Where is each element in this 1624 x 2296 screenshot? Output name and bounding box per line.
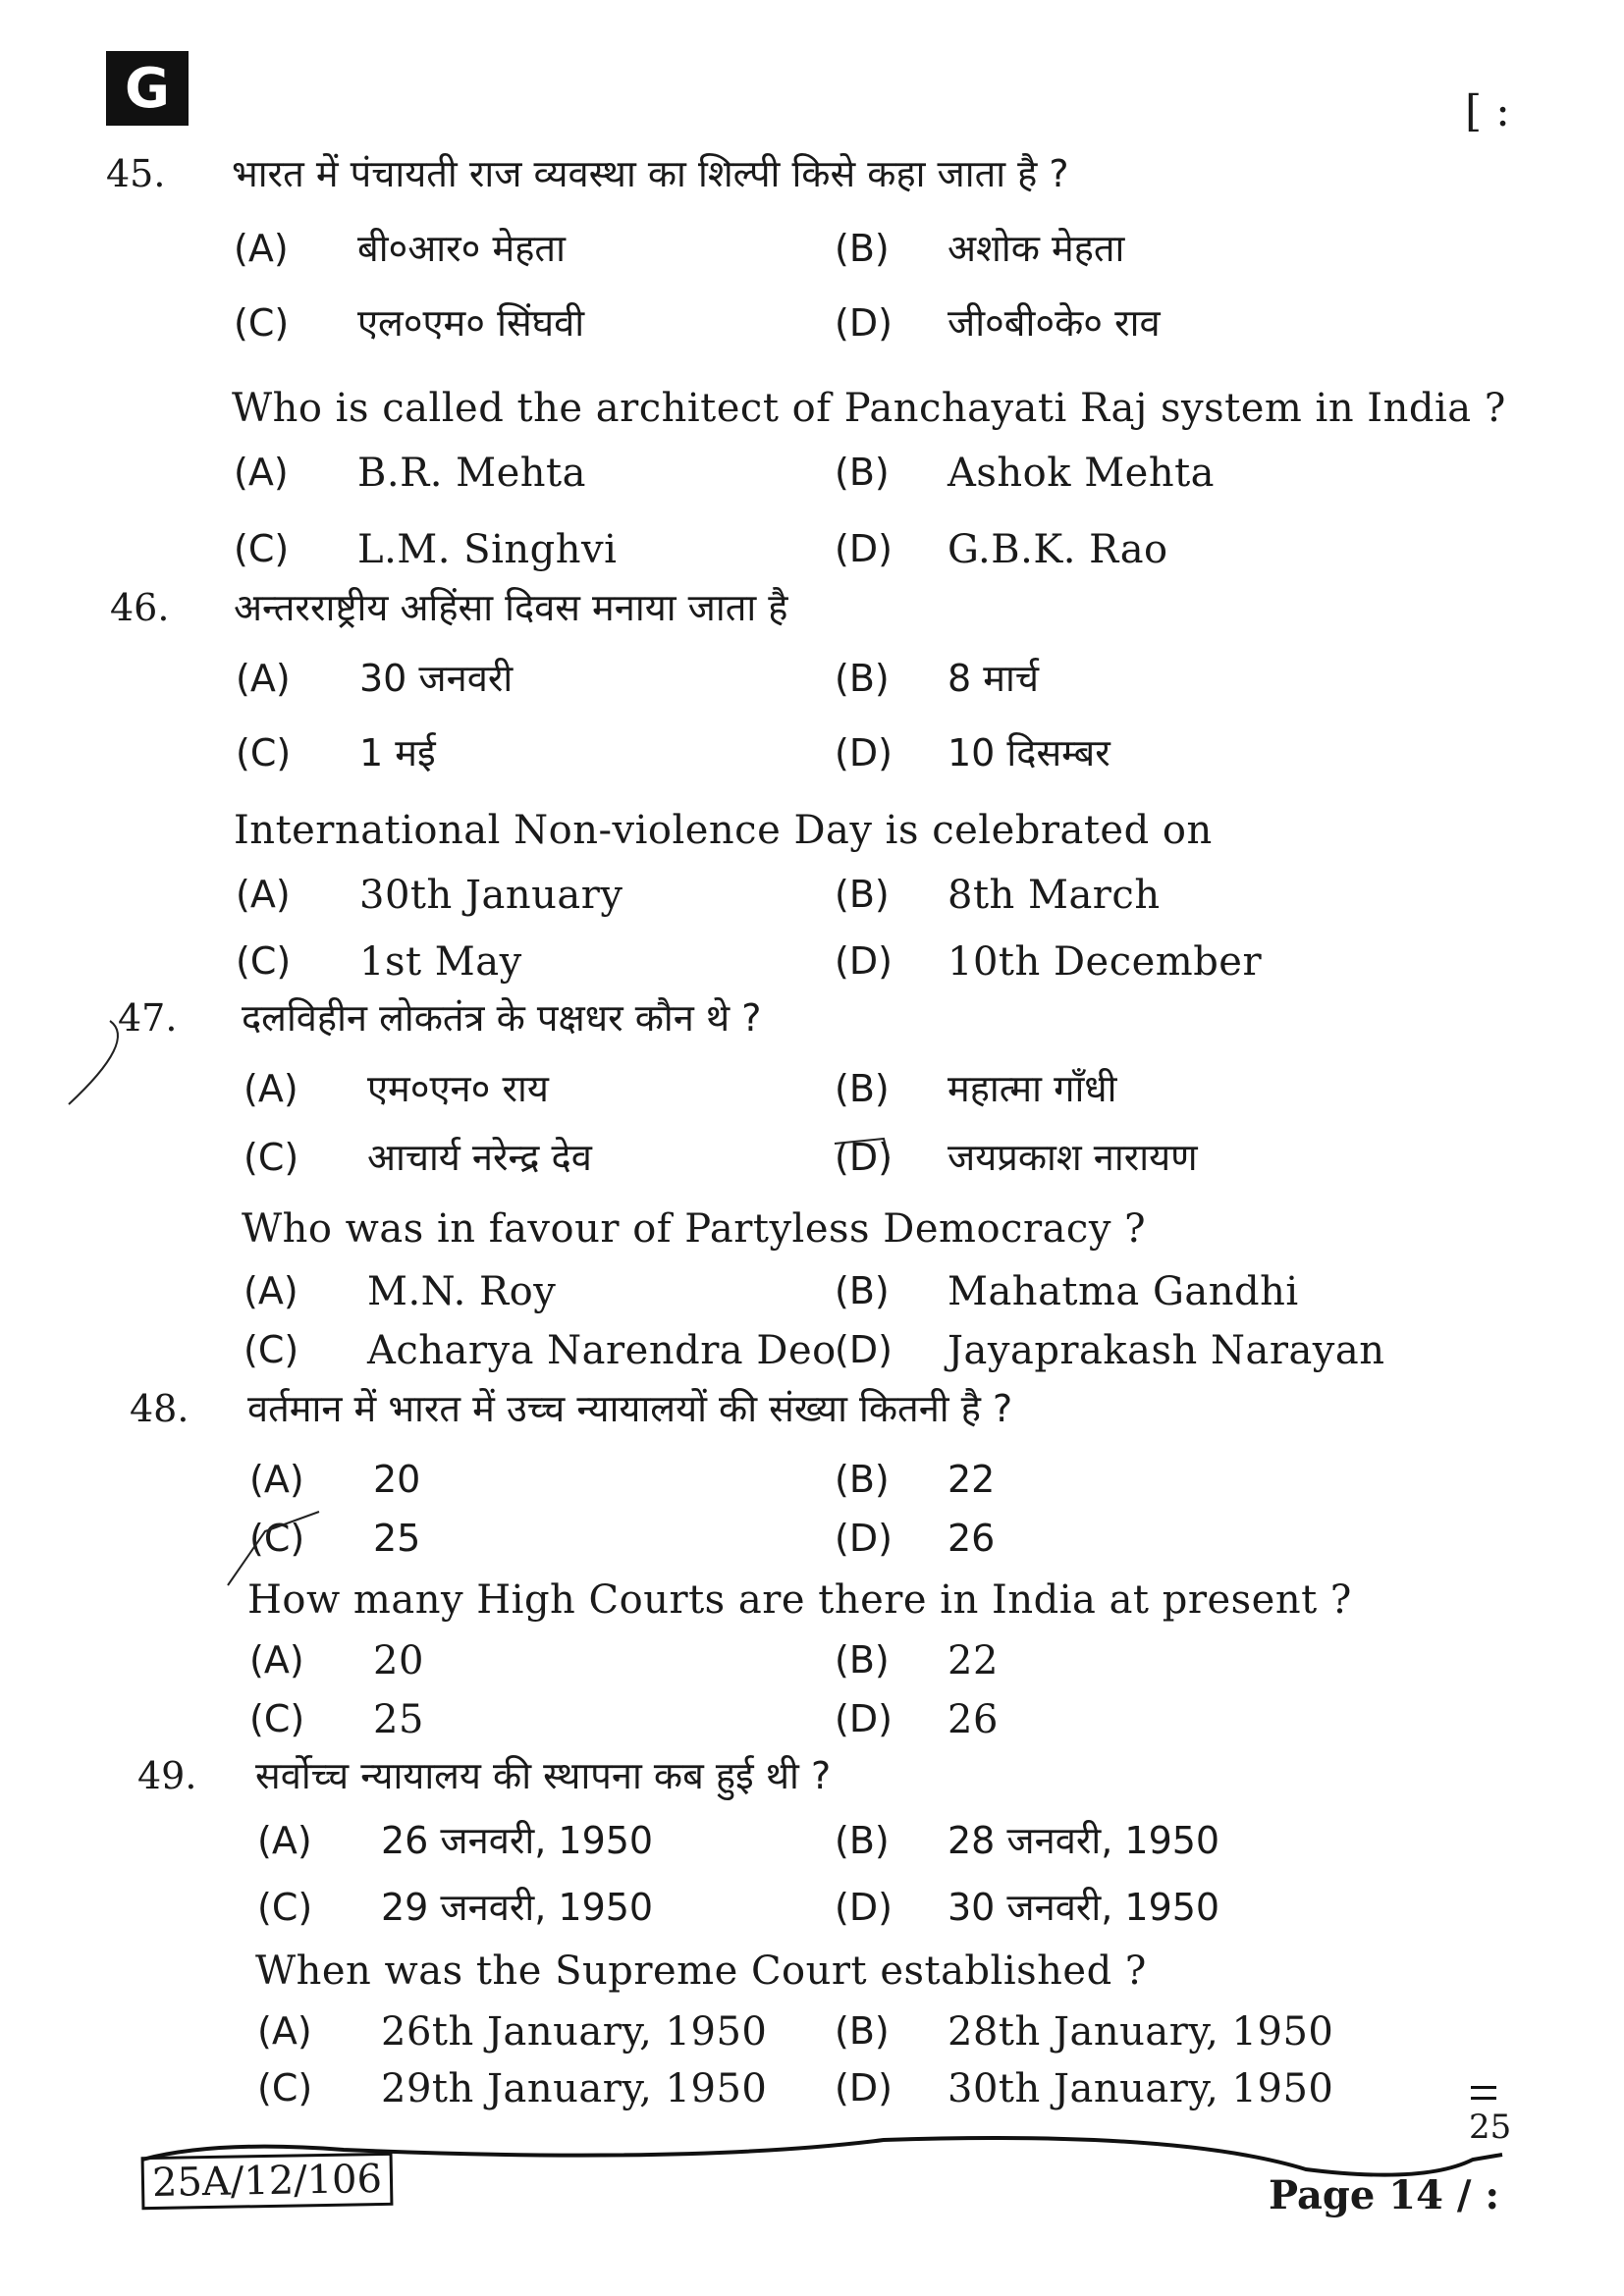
page-number: Page 14 / : <box>1269 2172 1500 2218</box>
option-text: Ashok Mehta <box>947 451 1216 496</box>
option-label: (D) <box>835 1328 893 1371</box>
option-text: 29 जनवरी, 1950 <box>381 1886 654 1929</box>
option-text: महात्मा गाँधी <box>947 1067 1117 1110</box>
option-text: 29th January, 1950 <box>381 2066 768 2111</box>
option-text: 20 <box>373 1638 424 1683</box>
option-text: 20 <box>373 1458 421 1501</box>
option-text: M.N. Roy <box>367 1269 557 1314</box>
option-label: (C) <box>249 1517 305 1560</box>
option-label: (B) <box>835 1067 890 1110</box>
option-label: (D) <box>835 2066 893 2109</box>
option-text: 26 <box>947 1517 996 1560</box>
option-label: (B) <box>835 873 890 916</box>
option-label: (D) <box>835 1886 893 1929</box>
option-label: (D) <box>835 1136 893 1179</box>
option-label: (C) <box>244 1136 299 1179</box>
option-label: (C) <box>257 2066 313 2109</box>
option-text: 30 जनवरी <box>359 657 514 700</box>
option-label: (D) <box>835 527 893 570</box>
option-text: 30th January <box>359 873 623 918</box>
question-text-english: Who is called the architect of Panchayati Raj system in India ? <box>232 386 1506 431</box>
question-number: 46. <box>110 586 170 629</box>
question-number: 48. <box>130 1387 189 1430</box>
option-text: 1st May <box>359 939 522 985</box>
question-text-english: International Non-violence Day is celebrated on <box>234 808 1213 853</box>
option-text: 10th December <box>947 939 1263 985</box>
option-label: (C) <box>257 1886 313 1929</box>
side-number: 25 <box>1469 2108 1512 2147</box>
option-text: 8 मार्च <box>947 657 1039 700</box>
tick-mark-q47 <box>69 1021 118 1104</box>
option-text: 22 <box>947 1638 999 1683</box>
option-text: 30 जनवरी, 1950 <box>947 1886 1220 1929</box>
tick-mark-q48-c <box>228 1512 319 1585</box>
corner-mark: [ : <box>1465 86 1510 136</box>
option-text: 10 दिसम्बर <box>947 731 1110 774</box>
option-label: (B) <box>835 1269 890 1312</box>
question-text-english: When was the Supreme Court established ? <box>255 1949 1147 1994</box>
side-equals-mark <box>1471 2086 1496 2100</box>
option-label: (B) <box>835 227 890 270</box>
option-text: 25 <box>373 1517 421 1560</box>
option-label: (A) <box>257 1819 312 1862</box>
option-label: (B) <box>835 1638 890 1682</box>
option-label: (D) <box>835 1517 893 1560</box>
option-label: (B) <box>835 657 890 700</box>
option-label: (A) <box>244 1269 298 1312</box>
option-label: (C) <box>236 939 292 983</box>
question-text-hindi: वर्तमान में भारत में उच्च न्यायालयों की संख्या कितनी है ? <box>247 1387 1013 1430</box>
option-label: (C) <box>236 731 292 774</box>
option-label: (B) <box>835 1458 890 1501</box>
option-text: 30th January, 1950 <box>947 2066 1334 2111</box>
option-label: (C) <box>234 527 290 570</box>
set-letter-badge: G <box>106 51 189 126</box>
option-label: (D) <box>835 1697 893 1740</box>
option-text: 26 जनवरी, 1950 <box>381 1819 654 1862</box>
option-text: 26th January, 1950 <box>381 2009 768 2055</box>
option-text: Mahatma Gandhi <box>947 1269 1299 1314</box>
option-label: (D) <box>835 731 893 774</box>
option-label: (A) <box>257 2009 312 2053</box>
option-text: 28 जनवरी, 1950 <box>947 1819 1220 1862</box>
question-text-english: Who was in favour of Partyless Democracy ? <box>242 1206 1147 1252</box>
option-text: बी०आर० मेहता <box>357 227 566 270</box>
option-label: (B) <box>835 1819 890 1862</box>
option-label: (A) <box>234 227 289 270</box>
option-text: 28th January, 1950 <box>947 2009 1334 2055</box>
option-text: एल०एम० सिंघवी <box>357 301 585 345</box>
option-label: (C) <box>244 1328 299 1371</box>
question-text-hindi: अन्तरराष्ट्रीय अहिंसा दिवस मनाया जाता है <box>234 586 788 629</box>
option-text: Jayaprakash Narayan <box>947 1328 1385 1373</box>
option-label: (C) <box>234 301 290 345</box>
question-number: 45. <box>106 152 166 195</box>
option-text: 1 मई <box>359 731 436 774</box>
question-number: 49. <box>137 1754 197 1797</box>
option-text: G.B.K. Rao <box>947 527 1168 572</box>
question-number: 47. <box>118 996 178 1040</box>
option-label: (A) <box>249 1458 304 1501</box>
option-text: अशोक मेहता <box>947 227 1125 270</box>
option-label: (B) <box>835 451 890 494</box>
option-text: जयप्रकाश नारायण <box>947 1136 1198 1179</box>
option-text: L.M. Singhvi <box>357 527 618 572</box>
tick-mark-q47-d <box>835 1139 889 1158</box>
question-text-english: How many High Courts are there in India at present ? <box>247 1577 1352 1623</box>
paper-code: 25A/12/106 <box>141 2153 394 2210</box>
option-label: (A) <box>234 451 289 494</box>
option-text: 22 <box>947 1458 996 1501</box>
option-text: Acharya Narendra Deo <box>367 1328 837 1373</box>
option-text: एम०एन० राय <box>367 1067 549 1110</box>
option-label: (A) <box>236 657 291 700</box>
option-label: (C) <box>249 1697 305 1740</box>
option-text: 26 <box>947 1697 999 1742</box>
option-text: आचार्य नरेन्द्र देव <box>367 1136 592 1179</box>
option-label: (A) <box>249 1638 304 1682</box>
option-label: (D) <box>835 301 893 345</box>
option-label: (A) <box>244 1067 298 1110</box>
option-text: 25 <box>373 1697 424 1742</box>
option-text: जी०बी०के० राव <box>947 301 1161 345</box>
option-label: (D) <box>835 939 893 983</box>
question-text-hindi: दलविहीन लोकतंत्र के पक्षधर कौन थे ? <box>242 996 762 1040</box>
option-text: B.R. Mehta <box>357 451 586 496</box>
option-label: (B) <box>835 2009 890 2053</box>
option-text: 8th March <box>947 873 1161 918</box>
option-label: (A) <box>236 873 291 916</box>
question-text-hindi: सर्वोच्च न्यायालय की स्थापना कब हुई थी ? <box>255 1754 832 1797</box>
question-text-hindi: भारत में पंचायती राज व्यवस्था का शिल्पी किसे कहा जाता है ? <box>232 152 1069 195</box>
